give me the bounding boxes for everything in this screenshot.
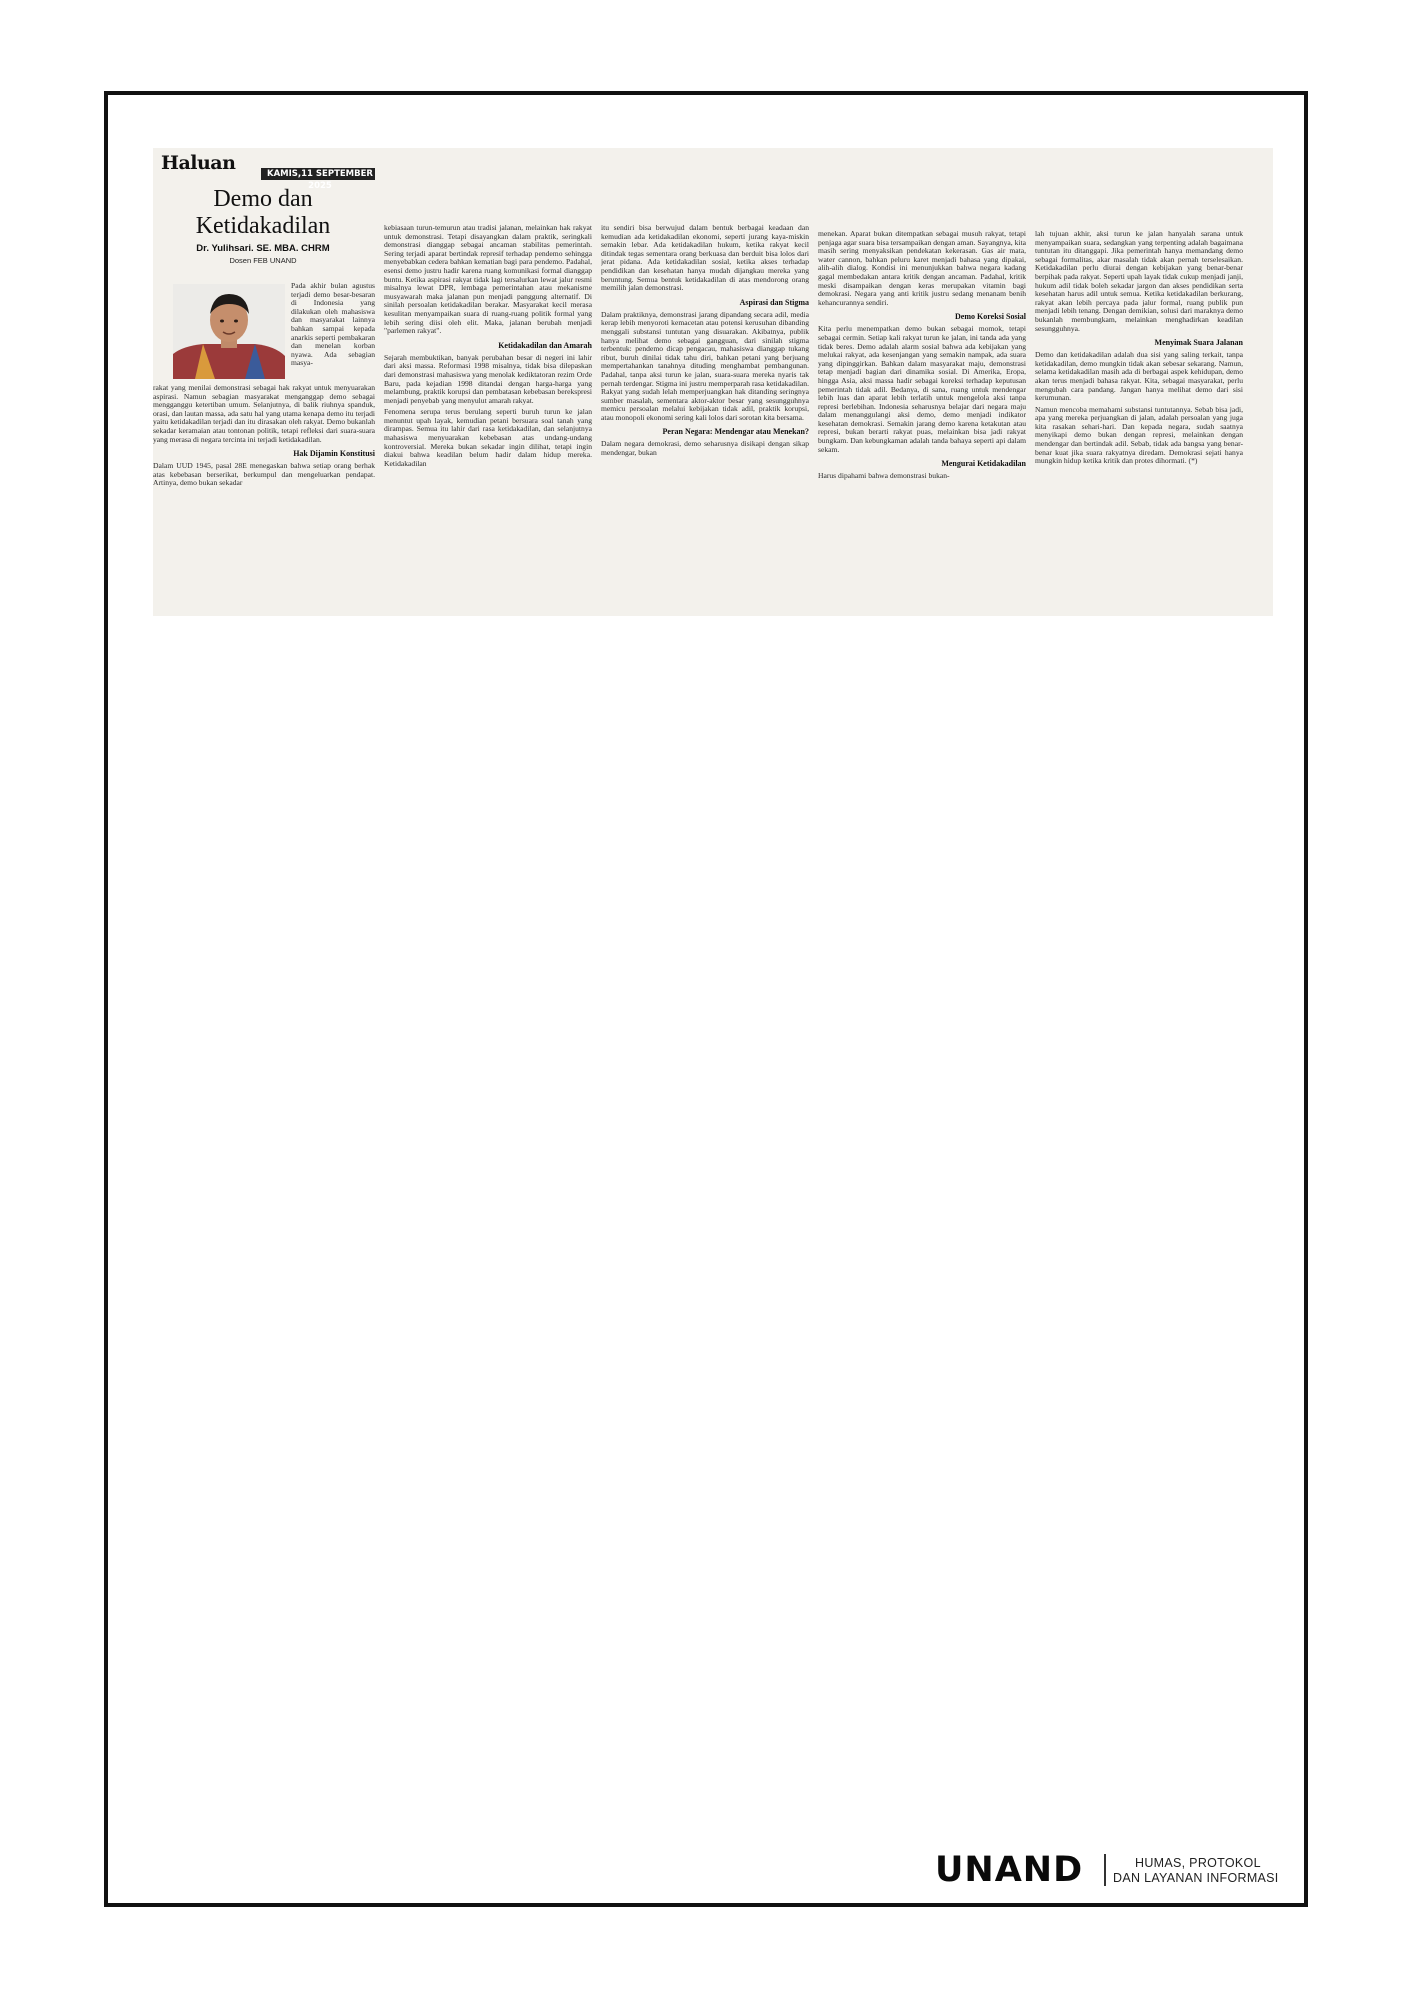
article-column-2	[384, 148, 592, 616]
subheading-hak: Hak Dijamin Konstitusi	[293, 449, 375, 459]
author-photo	[173, 284, 285, 379]
newspaper-clipping	[153, 148, 1273, 616]
subheading-mengurai: Mengurai Ketidakadilan	[941, 459, 1026, 469]
subheading-amarah: Ketidakadilan dan Amarah	[498, 340, 592, 350]
paragraph: Kita perlu menempatkan demo bukan sebagai momok, tetapi sebagai cermin. Setiap kali rakyat turun ke jalan, ini tanda ada yang tidak beres. Demo adalah alarm sosial bahwa ada kebijakan yang melukai rakyat, ada kesenjangan yang semakin nampak, ada suara yang dipinggirkan. Bahkan dalam masyarakat maju, demonstrasi tetap menjadi bagian dari dinamika sosial. Di Amerika, Eropa, hingga Asia, aksi massa hadir sebagai koreksi terhadap keputusan pemerintah tidak adil. Bedanya, di sana, ruang untuk mendengar lebih luas dan aparat lebih terlatih untuk mengelola aksi tanpa represi berlebihan. Indonesia seharusnya belajar dari negara maju dalam menanggulangi aksi demo, demo menjadi indikator kesehatan demokrasi. Semakin jarang demo karena ketakutan atau represi, bukan berarti rakyat puas, melainkan bisa jadi rakyat bungkam. Dan kebungkaman adalah tanda bahaya seperti api dalam sekam.	[818, 324, 1026, 454]
article-body-1	[153, 384, 375, 491]
paragraph: Fenomena serupa terus berulang seperti buruh turun ke jalan menuntut upah layak, kemudian petani bersuara soal tanah yang dirampas. Semua itu lahir dari rasa ketidakadilan, dan selanjutnya mahasiswa menyuarakan kebebasan atas undang-undang kontroversial. Mereka bukan sekadar ingin dilihat, tetapi ingin diakui bahwa keadilan belum hadir dalam hidup mereka. Ketidakadilan	[384, 407, 592, 468]
subheading-stigma: Aspirasi dan Stigma	[739, 297, 809, 307]
paragraph: Namun mencoba memahami substansi tuntutannya. Sebab bisa jadi, apa yang mereka perjuangkan di jalan, adalah persoalan yang juga kita rasakan sehari-hari. Dan kepada negara, sudah saatnya menyikapi demo bukan dengan represi, melainkan dengan mendengar dan bertindak adil. Sebab, tidak ada bangsa yang benar-benar kuat jika suara rakyatnya diredam. Demokrasi sejati hanya mungkin hidup ketika kritik dan protes dihormati. (*)	[1035, 404, 1243, 466]
paragraph: menekan. Aparat bukan ditempatkan sebagai musuh rakyat, tetapi penjaga agar suara bisa tersampaikan dengan aman. Sayangnya, kita masih sering menyaksikan pendekatan kekerasan. Gas air mata, water cannon, bahkan peluru karet menjadi bahasa yang dipakai, alih-alih dialog. Kondisi ini menunjukkan bahwa negara kadang gagal membedakan antara kritik dengan ancaman. Padahal, kritik meski disampaikan dengan keras merupakan vitamin bagi demokrasi. Negara yang anti kritik justru sedang menanam benih kehancurannya sendiri.	[818, 229, 1026, 307]
unit-name-line-2: DAN LAYANAN INFORMASI	[1113, 1871, 1279, 1885]
unit-name-line-1: HUMAS, PROTOKOL	[1135, 1856, 1261, 1870]
paragraph: Harus dipahami bahwa demonstrasi bukan-	[818, 471, 950, 481]
newspaper-date: KAMIS,11 SEPTEMBER 2025	[261, 168, 375, 180]
subheading-negara: Peran Negara: Mendengar atau Menekan?	[662, 427, 809, 437]
paragraph: Dalam negara demokrasi, demo seharusnya disikapi dengan sikap mendengar, bukan	[601, 439, 809, 458]
unand-wordmark: UNAND	[935, 1850, 1084, 1890]
subheading-menyimak: Menyimak Suara Jalanan	[1154, 338, 1243, 348]
masthead	[161, 152, 373, 191]
article-column-3	[601, 148, 809, 616]
paragraph: itu sendiri bisa berwujud dalam bentuk berbagai keadaan dan kemudian ada ketidakadilan ekonomi, seperti jurang kaya-miskin semakin lebar. Ada ketidakadilan hukum, ketika rakyat kecil ditindak tegas sementara orang berkuasa dan berduit bisa lolos dari jerat pidana. Ada ketidakadilan sosial, ketika akses terhadap pendidikan dan kesehatan hanya mudah dijangkau mereka yang beruntung. Semua bentuk ketidakadilan di atas mendorong orang memilih jalan demonstrasi.	[601, 223, 809, 293]
footer-divider	[1104, 1854, 1106, 1886]
paragraph: kebiasaan turun-temurun atau tradisi jalanan, melainkan hak rakyat untuk demonstrasi. Tetapi disayangkan dalam praktik, seringkali demonstrasi dianggap sebagai ancaman stabilitas pemerintah. Sering terjadi aparat bertindak represif terhadap pendemo sehingga menyebabkan cedera bahkan kematian bagi para pendemo. Padahal, esensi demo justru hadir karena ruang komunikasi formal dianggap buntu. Ketika aspirasi rakyat tidak lagi tersalurkan lewat jalur resmi misalnya lewat DPR, lembaga pemerintahan atau mekanisme musyawarah maka jalanan pun menjadi panggung alternatif. Di sinilah persoalan ketidakadilan berakar. Masyarakat kecil merasa kesulitan menyampaikan suara di ruang-ruang politik formal yang lebih sering diisi oleh elit. Maka, jalanan berubah menjadi "parlemen rakyat".	[384, 223, 592, 336]
article-column-4	[818, 148, 1026, 616]
paragraph: Dalam UUD 1945, pasal 28E menegaskan bahwa setiap orang berhak atas kebebasan berserikat, berkumpul dan mengeluarkan pendapat. Artinya, demo bukan sekadar	[153, 461, 375, 488]
article-title: Demo dan Ketidakadilan	[195, 186, 331, 239]
paragraph: Sejarah membuktikan, banyak perubahan besar di negeri ini lahir dari aksi massa. Reformasi 1998 misalnya, tidak bisa dilepaskan dari demonstrasi mahasiswa yang menolak kediktatoran rezim Orde Baru, pada kejadian 1998 ditandai dengan harga-harga yang melambung, praktik korupsi dan pembatasan kebebasan berekspresi menjadi penyebab yang menyulut amarah rakyat.	[384, 352, 592, 405]
paragraph: Dalam praktiknya, demonstrasi jarang dipandang secara adil, media kerap lebih menyoroti kemacetan atau potensi kerusuhan dibanding menggali substansi tuntutan yang disuarakan. Akibatnya, publik hanya melihat demo sebagai gangguan, dari sinilah stigma terbentuk: pendemo dicap pengacau, mahasiswa dianggap tukang ribut, buruh dinilai tidak tahu diri, bahkan petani yang berjuang mempertahankan tanahnya dituding menghambat pembangunan. Padahal, tanpa aksi turun ke jalan, suara-suara mereka nyaris tak pernah terdengar. Stigma ini justru memperparah rasa ketidakadilan. Rakyat yang sudah lelah memperjuangkan hak ditanding seringnya sumber masalah, sementara aktor-aktor besar yang sesungguhnya memicu persoalan melalui kebijakan tidak adil, praktik korupsi, atau monopoli ekonomi sering kali lolos dari sorotan kita bersama.	[601, 309, 809, 422]
newspaper-logo: Haluan	[161, 152, 236, 174]
article-column-1	[153, 148, 375, 616]
paragraph: rakat yang menilai demonstrasi sebagai hak rakyat untuk menyuarakan aspirasi. Namun sebagian masyarakat menganggap demo sebagai mengganggu ketertiban umum. Selanjutnya, di balik riuhnya spanduk, orasi, dan lautan massa, ada satu hal yang utama kenapa demo itu terjadi yaitu ketidakadilan terjadi dan itu dirasakan oleh rakyat. Demo bukanlah sekadar keramaian atau tontonan politik, tetapi refleksi dari suara-suara yang merasa di negara tercinta ini terjadi ketidakadilan.	[153, 383, 375, 444]
article-column-5	[1035, 148, 1243, 616]
author-affiliation: Dosen FEB UNAND	[229, 256, 297, 265]
paragraph: Pada akhir bulan agustus terjadi demo besar-besaran di Indonesia yang dilakukan oleh mahasiswa dan masyarakat lainnya bahkan sampai kepada anarkis seperti pembakaran dan menelan korban nyawa. Ada sebagian masya-	[291, 281, 375, 368]
paragraph: lah tujuan akhir, aksi turun ke jalan hanyalah sarana untuk menyampaikan suara, sedangkan yang terpenting adalah bagaimana tuntutan itu ditanggapi. Jika pemerintah hanya memandang demo sebagai formalitas, akar masalah tidak akan pernah terselesaikan. Ketidakadilan perlu diurai dengan kebijakan yang benar-benar berpihak pada rakyat. Seperti upah layak tidak cukup menjadi janji, hukum adil tidak boleh sekadar jargon dan akses pendidikan serta kesehatan harus adil untuk semua. Ketika ketidakadilan berkurang, rakyat akan lebih percaya pada jalur formal, ruang publik pun menjadi lebih tenang. Dengan demikian, solusi dari maraknya demo bukanlah membungkam, melainkan menghadirkan keadilan sesungguhnya.	[1035, 229, 1243, 333]
paragraph: Demo dan ketidakadilan adalah dua sisi yang saling terkait, tanpa ketidakadilan, demo mungkin tidak akan sebesar sekarang. Namun, selama ketidakadilan masih ada di berbagai aspek kehidupan, demo akan terus menjadi bahasa rakyat. Kita, sebagai masyarakat, perlu mengubah cara pandang. Jangan hanya melihat demo dari sisi kerumunan.	[1035, 350, 1243, 403]
footer-brand	[935, 1850, 1305, 1890]
article-author: Dr. Yulihsari. SE. MBA. CHRM	[196, 243, 330, 254]
article-intro	[291, 282, 375, 371]
subheading-koreksi: Demo Koreksi Sosial	[955, 312, 1026, 322]
